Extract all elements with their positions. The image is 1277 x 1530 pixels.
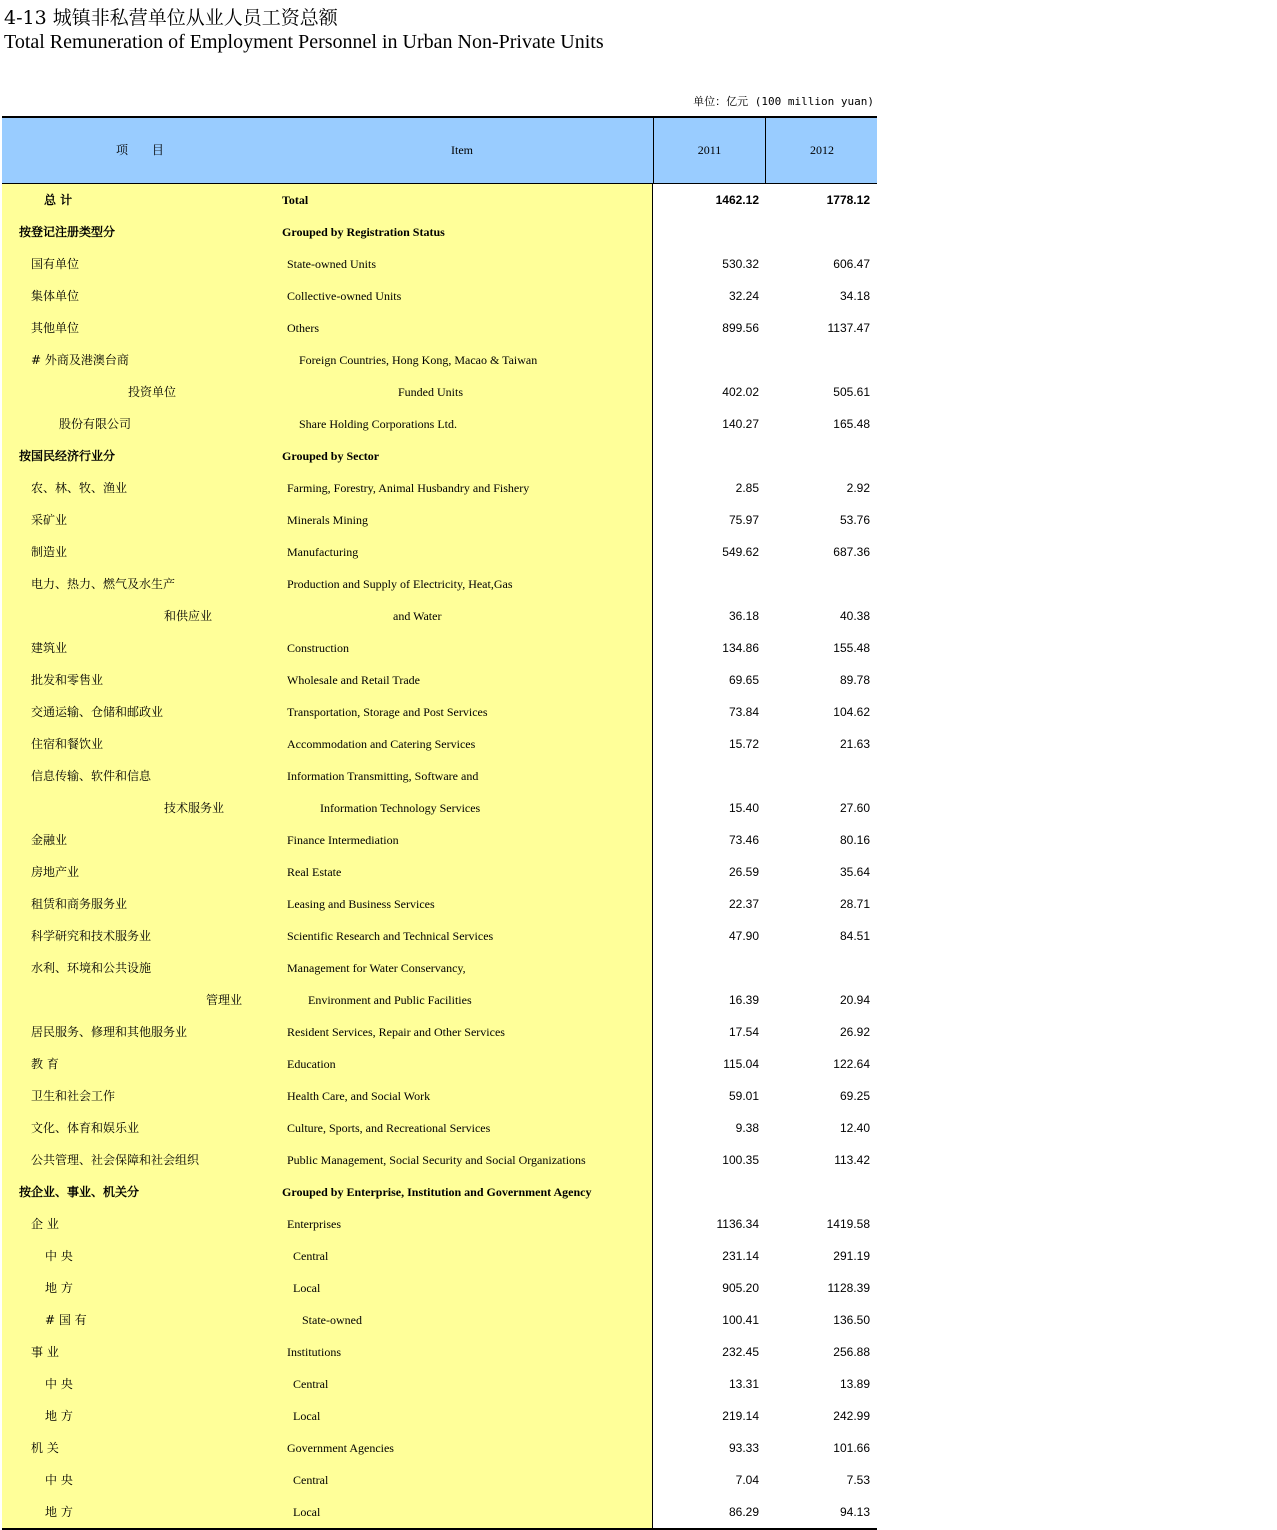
header-year-2011: 2011 xyxy=(653,118,765,183)
value-2011: 134.86 xyxy=(722,641,759,655)
value-2012: 89.78 xyxy=(839,673,870,687)
value-2011: 115.04 xyxy=(723,1057,759,1071)
row-label-chinese: 国有单位 xyxy=(31,257,80,271)
table-row xyxy=(2,1112,877,1144)
row-label-english: Management for Water Conservancy, xyxy=(287,961,466,975)
value-2011: 13.31 xyxy=(728,1377,759,1391)
row-label-english: Funded Units xyxy=(398,385,464,399)
value-2012: 1778.12 xyxy=(826,193,870,207)
table-row xyxy=(2,1240,877,1272)
value-2011: 2.85 xyxy=(735,481,759,495)
row-label-english: Environment and Public Facilities xyxy=(308,993,472,1007)
value-2012 xyxy=(765,568,870,600)
table-row xyxy=(2,600,877,632)
row-label-chinese: 科学研究和技术服务业 xyxy=(31,929,152,943)
row-label-english: Accommodation and Catering Services xyxy=(287,737,476,751)
row-label-english: Culture, Sports, and Recreational Services xyxy=(287,1121,491,1135)
row-label-chinese: 制造业 xyxy=(31,545,68,559)
table-title-english: Total Remuneration of Employment Personnel in Urban Non-Private Units xyxy=(4,31,604,53)
value-2012: 242.99 xyxy=(833,1409,870,1423)
table-row xyxy=(2,216,877,248)
value-2011: 9.38 xyxy=(735,1121,759,1135)
row-label-chinese: 文化、体育和娱乐业 xyxy=(31,1121,140,1135)
row-label-chinese: 水利、环境和公共设施 xyxy=(31,961,152,975)
row-label-english: Scientific Research and Technical Services xyxy=(287,929,494,943)
value-2011: 16.39 xyxy=(728,993,759,1007)
row-label-chinese: 地 方 xyxy=(45,1409,73,1423)
row-label-chinese: 卫生和社会工作 xyxy=(31,1089,116,1103)
table-row xyxy=(2,632,877,664)
label-background xyxy=(2,600,653,632)
value-2012: 21.63 xyxy=(839,737,870,751)
value-2012 xyxy=(765,216,870,248)
row-label-english: Enterprises xyxy=(287,1217,341,1231)
value-2011: 232.45 xyxy=(722,1345,759,1359)
table-row xyxy=(2,952,877,984)
value-2012: 26.92 xyxy=(839,1025,870,1039)
table-row xyxy=(2,440,877,472)
table-row xyxy=(2,696,877,728)
label-background xyxy=(2,1272,653,1304)
table-row xyxy=(2,664,877,696)
row-label-english: Central xyxy=(293,1249,329,1263)
value-2012: 165.48 xyxy=(833,417,870,431)
row-label-chinese: 企 业 xyxy=(31,1217,59,1231)
table-row xyxy=(2,1400,877,1432)
value-2011: 36.18 xyxy=(728,609,759,623)
table-row xyxy=(2,1496,877,1528)
row-label-chinese: 房地产业 xyxy=(31,865,80,879)
row-label-chinese: 公共管理、社会保障和社会组织 xyxy=(31,1153,200,1167)
data-table xyxy=(2,116,877,1530)
value-2011: 32.24 xyxy=(728,289,759,303)
table-row xyxy=(2,888,877,920)
value-2012: 40.38 xyxy=(839,609,870,623)
row-label-chinese: 批发和零售业 xyxy=(31,673,104,687)
value-2011: 549.62 xyxy=(722,545,759,559)
value-2011: 17.54 xyxy=(728,1025,759,1039)
row-label-chinese: 采矿业 xyxy=(31,513,68,527)
row-label-english: Total xyxy=(282,193,309,207)
value-2012: 7.53 xyxy=(846,1473,870,1487)
value-2012: 2.92 xyxy=(846,481,870,495)
table-row xyxy=(2,760,877,792)
value-2012: 69.25 xyxy=(839,1089,870,1103)
value-2011: 1462.12 xyxy=(715,193,759,207)
row-label-chinese: # 国 有 xyxy=(45,1313,87,1327)
table-row xyxy=(2,1336,877,1368)
value-2011: 100.35 xyxy=(722,1153,759,1167)
row-label-chinese: 总 计 xyxy=(44,193,73,207)
value-2011: 59.01 xyxy=(728,1089,759,1103)
value-2011: 15.40 xyxy=(728,801,759,815)
value-2011: 69.65 xyxy=(728,673,759,687)
row-label-english: Education xyxy=(287,1057,336,1071)
value-2012: 13.89 xyxy=(839,1377,870,1391)
table-row xyxy=(2,1432,877,1464)
row-label-english: Production and Supply of Electricity, Heat,Gas xyxy=(287,577,513,591)
value-2012 xyxy=(765,952,870,984)
value-2011: 402.02 xyxy=(722,385,759,399)
value-2012 xyxy=(765,344,870,376)
row-label-chinese: 机 关 xyxy=(31,1441,59,1455)
label-background xyxy=(2,184,653,216)
table-row xyxy=(2,1208,877,1240)
row-label-english: State-owned Units xyxy=(287,257,376,271)
table-row xyxy=(2,1016,877,1048)
value-2012: 256.88 xyxy=(833,1345,870,1359)
table-row xyxy=(2,472,877,504)
value-2011: 93.33 xyxy=(728,1441,759,1455)
table-row xyxy=(2,408,877,440)
value-2012: 84.51 xyxy=(839,929,870,943)
value-2011: 47.90 xyxy=(728,929,759,943)
row-label-chinese: 中 央 xyxy=(45,1249,73,1263)
table-row xyxy=(2,728,877,760)
row-label-chinese: 股份有限公司 xyxy=(59,417,132,431)
row-label-chinese: 信息传输、软件和信息 xyxy=(31,769,152,783)
value-2011: 73.84 xyxy=(728,705,759,719)
table-row xyxy=(2,1368,877,1400)
value-2011: 1136.34 xyxy=(716,1217,759,1231)
row-label-english: Construction xyxy=(287,641,349,655)
value-2012: 122.64 xyxy=(833,1057,870,1071)
table-row xyxy=(2,984,877,1016)
row-label-english: Manufacturing xyxy=(287,545,359,559)
row-label-chinese: 电力、热力、燃气及水生产 xyxy=(31,577,176,591)
label-background xyxy=(2,1496,653,1528)
value-2012: 1128.39 xyxy=(827,1281,870,1295)
table-row xyxy=(2,856,877,888)
table-row xyxy=(2,344,877,376)
value-2012: 1137.47 xyxy=(827,321,870,335)
table-row xyxy=(2,920,877,952)
row-label-english: Resident Services, Repair and Other Services xyxy=(287,1025,505,1039)
table-row xyxy=(2,312,877,344)
row-label-chinese: # 外商及港澳台商 xyxy=(31,353,129,367)
row-label-english: Central xyxy=(293,1473,329,1487)
row-label-english: Grouped by Registration Status xyxy=(282,225,445,239)
value-2012: 687.36 xyxy=(833,545,870,559)
header-item-chinese: 项 目 xyxy=(116,143,174,157)
row-label-chinese: 建筑业 xyxy=(31,641,68,655)
value-2011 xyxy=(653,344,759,376)
row-label-english: Public Management, Social Security and Social Organizations xyxy=(287,1153,586,1167)
table-row xyxy=(2,184,877,216)
row-label-english: Transportation, Storage and Post Services xyxy=(287,705,488,719)
value-2011: 75.97 xyxy=(728,513,759,527)
row-label-chinese: 其他单位 xyxy=(31,321,80,335)
value-2012: 34.18 xyxy=(839,289,870,303)
row-label-chinese: 中 央 xyxy=(45,1377,73,1391)
table-title-chinese: 4-13 城镇非私营单位从业人员工资总额 xyxy=(4,7,338,29)
row-label-chinese: 管理业 xyxy=(206,993,243,1007)
row-label-chinese: 农、林、牧、渔业 xyxy=(31,481,128,495)
table-row xyxy=(2,1144,877,1176)
value-2011 xyxy=(653,760,759,792)
value-2011: 22.37 xyxy=(728,897,759,911)
row-label-chinese: 交通运输、仓储和邮政业 xyxy=(31,705,164,719)
row-label-chinese: 地 方 xyxy=(45,1505,73,1519)
value-2011 xyxy=(653,216,759,248)
row-label-chinese: 中 央 xyxy=(45,1473,73,1487)
value-2012 xyxy=(765,1176,870,1208)
row-label-english: Real Estate xyxy=(287,865,342,879)
table-row xyxy=(2,248,877,280)
row-label-english: Central xyxy=(293,1377,329,1391)
value-2012: 28.71 xyxy=(839,897,870,911)
row-label-english: Government Agencies xyxy=(287,1441,394,1455)
table-row xyxy=(2,1272,877,1304)
value-2011: 86.29 xyxy=(728,1505,759,1519)
value-2011: 905.20 xyxy=(722,1281,759,1295)
table-header xyxy=(2,116,877,184)
value-2012: 20.94 xyxy=(839,993,870,1007)
value-2011: 530.32 xyxy=(722,257,759,271)
row-label-english: Others xyxy=(287,321,319,335)
value-2011: 15.72 xyxy=(728,737,759,751)
value-2012: 136.50 xyxy=(833,1313,870,1327)
row-label-english: Finance Intermediation xyxy=(287,833,399,847)
row-label-english: Information Technology Services xyxy=(320,801,481,815)
row-label-english: Health Care, and Social Work xyxy=(287,1089,431,1103)
row-label-english: Grouped by Enterprise, Institution and Government Agency xyxy=(282,1185,592,1199)
value-2012: 94.13 xyxy=(839,1505,870,1519)
value-2012: 12.40 xyxy=(839,1121,870,1135)
row-label-chinese: 居民服务、修理和其他服务业 xyxy=(31,1025,188,1039)
row-label-chinese: 住宿和餐饮业 xyxy=(31,737,104,751)
value-2011: 899.56 xyxy=(722,321,759,335)
value-2012: 291.19 xyxy=(833,1249,870,1263)
value-2012: 53.76 xyxy=(839,513,870,527)
row-label-chinese: 按国民经济行业分 xyxy=(19,449,116,463)
row-label-chinese: 金融业 xyxy=(31,833,68,847)
table-row xyxy=(2,568,877,600)
value-2012: 155.48 xyxy=(833,641,870,655)
row-label-english: and Water xyxy=(393,609,442,623)
row-label-chinese: 和供应业 xyxy=(164,609,213,623)
row-label-english: Local xyxy=(293,1505,321,1519)
value-2011 xyxy=(653,1176,759,1208)
value-2012: 104.62 xyxy=(833,705,870,719)
row-label-english: Wholesale and Retail Trade xyxy=(287,673,420,687)
value-2012: 505.61 xyxy=(833,385,870,399)
row-label-english: Leasing and Business Services xyxy=(287,897,435,911)
table-row xyxy=(2,1176,877,1208)
row-label-chinese: 按登记注册类型分 xyxy=(19,225,116,239)
table-row xyxy=(2,792,877,824)
row-label-chinese: 租赁和商务服务业 xyxy=(31,897,128,911)
table-row xyxy=(2,280,877,312)
value-2011: 140.27 xyxy=(722,417,759,431)
value-2011: 7.04 xyxy=(735,1473,759,1487)
value-2011: 100.41 xyxy=(722,1313,759,1327)
row-label-english: Foreign Countries, Hong Kong, Macao & Taiwan xyxy=(299,353,538,367)
value-2011: 26.59 xyxy=(728,865,759,879)
unit-label: 单位：亿元 (100 million yuan) xyxy=(693,95,874,108)
row-label-chinese: 技术服务业 xyxy=(164,801,225,815)
table-row xyxy=(2,1048,877,1080)
value-2012: 101.66 xyxy=(833,1441,870,1455)
value-2011: 219.14 xyxy=(722,1409,759,1423)
label-background xyxy=(2,312,653,344)
row-label-english: Collective-owned Units xyxy=(287,289,402,303)
row-label-chinese: 投资单位 xyxy=(128,385,177,399)
row-label-english: State-owned xyxy=(302,1313,362,1327)
table-row xyxy=(2,504,877,536)
row-label-english: Grouped by Sector xyxy=(282,449,380,463)
table-row xyxy=(2,536,877,568)
row-label-chinese: 教 育 xyxy=(31,1057,59,1071)
value-2011 xyxy=(653,568,759,600)
row-label-chinese: 按企业、事业、机关分 xyxy=(19,1185,140,1199)
row-label-chinese: 事 业 xyxy=(31,1345,59,1359)
value-2012: 80.16 xyxy=(839,833,870,847)
label-background xyxy=(2,376,653,408)
table-row xyxy=(2,1304,877,1336)
row-label-english: Local xyxy=(293,1281,321,1295)
table-body xyxy=(2,184,877,1530)
table-row xyxy=(2,1080,877,1112)
header-year-2012: 2012 xyxy=(765,118,878,183)
label-background xyxy=(2,1400,653,1432)
value-2012 xyxy=(765,440,870,472)
value-2011: 73.46 xyxy=(728,833,759,847)
value-2012 xyxy=(765,760,870,792)
row-label-english: Information Transmitting, Software and xyxy=(287,769,479,783)
value-2012: 27.60 xyxy=(839,801,870,815)
table-row xyxy=(2,824,877,856)
value-2012: 113.42 xyxy=(834,1153,870,1167)
value-2012: 1419.58 xyxy=(826,1217,870,1231)
value-2011: 231.14 xyxy=(722,1249,759,1263)
row-label-english: Minerals Mining xyxy=(287,513,368,527)
row-label-english: Farming, Forestry, Animal Husbandry and Fishery xyxy=(287,481,530,495)
row-label-chinese: 地 方 xyxy=(45,1281,73,1295)
value-2011 xyxy=(653,440,759,472)
row-label-english: Local xyxy=(293,1409,321,1423)
table-row xyxy=(2,376,877,408)
table-row xyxy=(2,1464,877,1496)
row-label-chinese: 集体单位 xyxy=(31,289,80,303)
row-label-english: Institutions xyxy=(287,1345,342,1359)
row-label-english: Share Holding Corporations Ltd. xyxy=(299,417,457,431)
value-2012: 606.47 xyxy=(833,257,870,271)
value-2011 xyxy=(653,952,759,984)
header-item-english: Item xyxy=(451,143,473,157)
value-2012: 35.64 xyxy=(839,865,870,879)
